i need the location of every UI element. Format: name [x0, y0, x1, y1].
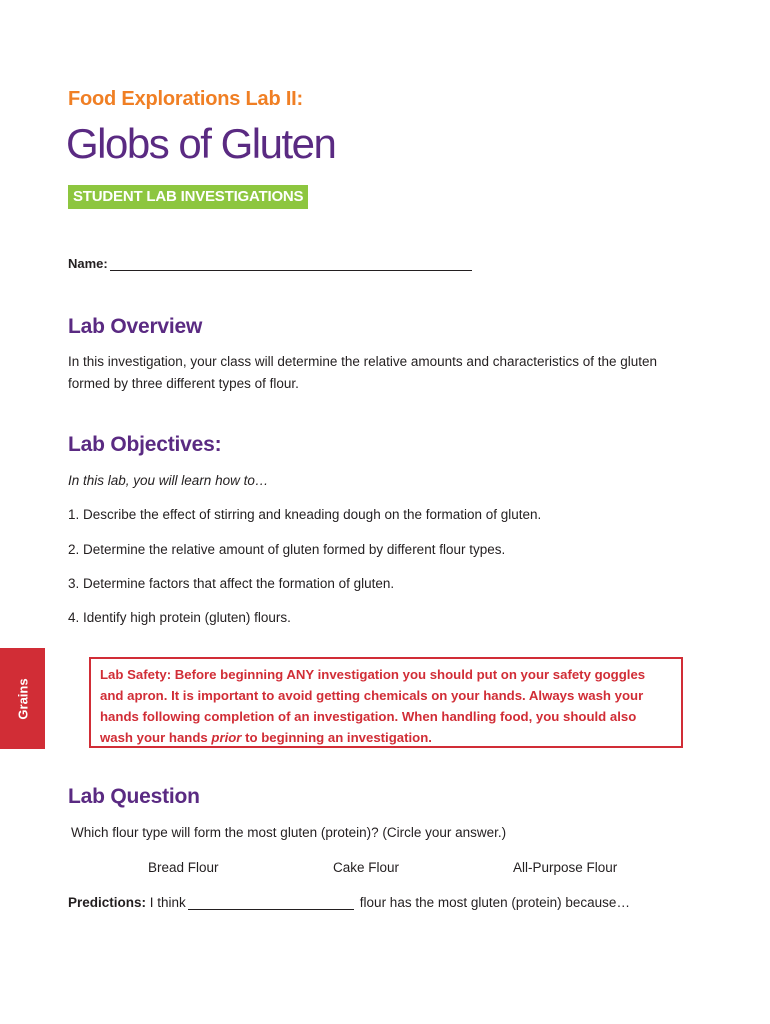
- safety-emphasis: prior: [211, 730, 242, 745]
- section-badge: STUDENT LAB INVESTIGATIONS: [68, 185, 308, 209]
- overview-heading: Lab Overview: [68, 315, 203, 338]
- safety-line-4-start: wash your hands: [100, 730, 212, 745]
- side-tab-label: Grains: [15, 677, 30, 720]
- option-all-purpose-flour[interactable]: All-Purpose Flour: [513, 860, 618, 875]
- objective-item-3: 3. Determine factors that affect the formation of gluten.: [68, 576, 395, 591]
- predictions-intro: I think: [146, 895, 186, 910]
- grains-side-tab: [0, 648, 45, 749]
- safety-line-4-end: to beginning an investigation.: [241, 730, 432, 745]
- page-title: Globs of Gluten: [66, 120, 336, 167]
- option-cake-flour[interactable]: Cake Flour: [333, 860, 400, 875]
- lab-series-title: Food Explorations Lab II:: [68, 88, 304, 110]
- prediction-blank-line[interactable]: [188, 895, 354, 910]
- question-heading: Lab Question: [68, 785, 200, 808]
- objective-item-2: 2. Determine the relative amount of gluten formed by different flour types.: [68, 542, 506, 557]
- objectives-heading: Lab Objectives:: [68, 433, 222, 456]
- objectives-intro: In this lab, you will learn how to…: [68, 473, 269, 488]
- option-bread-flour[interactable]: Bread Flour: [148, 860, 219, 875]
- objective-item-1: 1. Describe the effect of stirring and kneading dough on the formation of gluten.: [68, 507, 542, 522]
- name-blank-line[interactable]: [110, 256, 472, 271]
- name-label: Name:: [68, 256, 108, 271]
- predictions-continuation: flour has the most gluten (protein) because…: [359, 895, 630, 910]
- safety-line-2: and apron. It is important to avoid getting chemicals on your hands. Always wash your: [100, 688, 644, 703]
- safety-line-3: hands following completion of an investigation. When handling food, you should also: [100, 709, 637, 724]
- overview-text: [68, 351, 728, 395]
- question-text: Which flour type will form the most gluten (protein)? (Circle your answer.): [71, 825, 507, 840]
- objective-item-4: 4. Identify high protein (gluten) flours.: [68, 610, 291, 625]
- safety-line-1: Lab Safety: Before beginning ANY investigation you should put on your safety goggles: [100, 667, 646, 682]
- lab-safety-box: [89, 657, 683, 748]
- overview-line-2: formed by three different types of flour.: [68, 376, 299, 391]
- predictions-row: [68, 895, 630, 910]
- predictions-label: Predictions:: [68, 895, 147, 910]
- safety-line-4: [100, 727, 672, 748]
- name-field: [68, 256, 472, 271]
- overview-line-1: In this investigation, your class will determine the relative amounts and characteristics of the gluten: [68, 354, 658, 369]
